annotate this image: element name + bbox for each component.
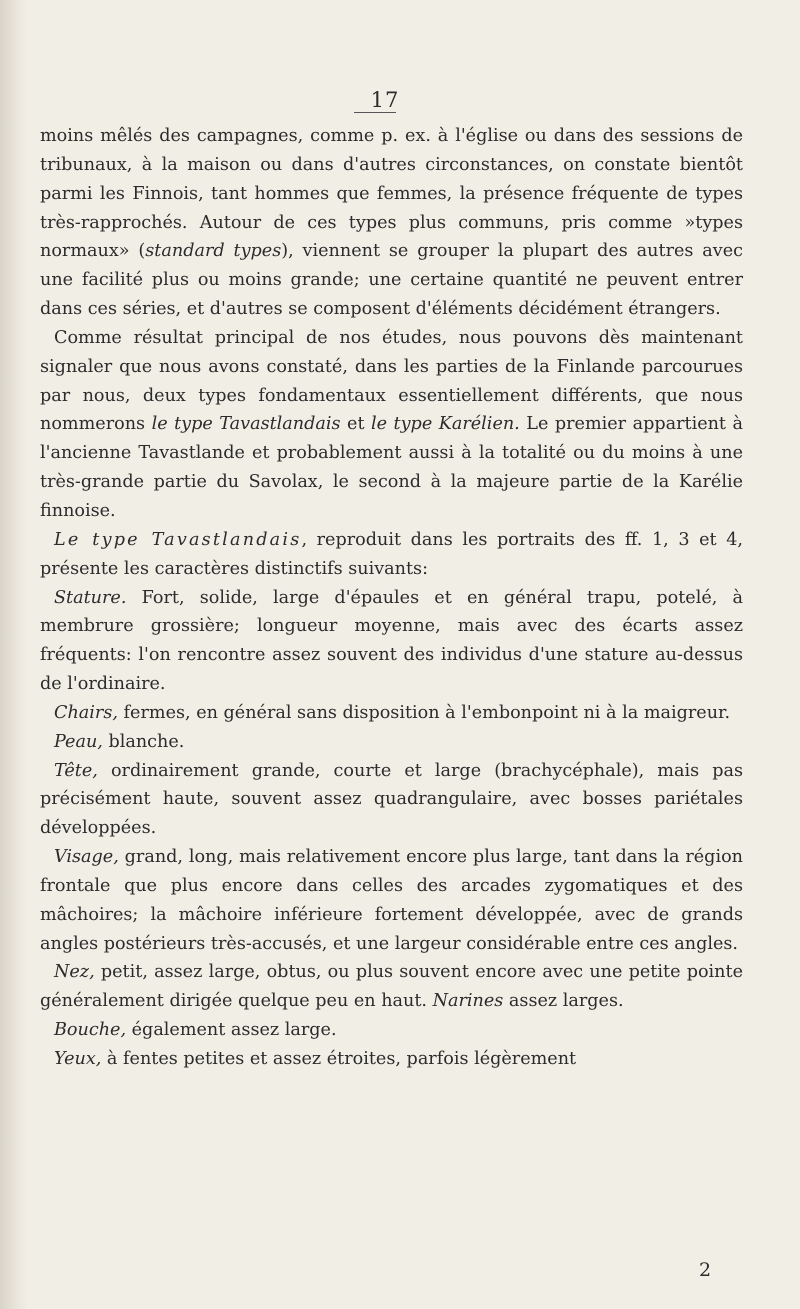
paragraph — [40, 122, 743, 324]
text-run: Comme résultat principal de nos études, nous pouvons dès maintenant signaler que nous avons constaté, dans les parties de la Finlande parcourues par nous, deux types fondamentaux essentiellement différents, que nous nommerons — [40, 327, 743, 435]
text-run: Le premier appartient à l'ancienne Tavastlande et probablement aussi à la totalité ou du moins à une très-grande partie du Savolax, le second à la majeure partie de la Karélie finnoise. — [40, 414, 743, 521]
text-run: également assez large. — [126, 1020, 337, 1041]
paragraph — [40, 728, 743, 757]
text-run: , reproduit dans les portraits des ff. 1, 3 et 4, présente les caractères distinctifs suivants: — [40, 529, 744, 579]
emphasis-text: Tête, — [54, 760, 98, 781]
page-spine-shadow — [0, 0, 28, 1309]
paragraph — [40, 1016, 743, 1045]
text-run: ordinairement grande, courte et large (brachycéphale), mais pas précisément haute, souvent assez quadrangulaire, avec bosses pariétales développées. — [40, 760, 743, 839]
emphasis-text: Visage, — [54, 847, 119, 868]
paragraph — [40, 843, 743, 958]
emphasis-text: Le type Tavastlandais — [54, 529, 302, 550]
paragraph — [40, 699, 743, 728]
emphasis-text: Bouche, — [54, 1020, 127, 1041]
emphasis-text: Stature. — [54, 587, 127, 608]
text-run: assez larges. — [503, 991, 624, 1012]
text-run: et — [340, 414, 372, 435]
paragraph — [40, 958, 743, 1016]
text-run: moins mêlés des campagnes, comme p. ex. à l'église ou dans des sessions de tribunaux, à la maison ou dans d'autres circonstances, on constate bientôt parmi les Finnois, tant hommes que femmes, la présence fréquente de types très-rapprochés. Autour de ces types plus communs, pris comme »types normaux» ( — [40, 126, 743, 262]
emphasis-text: standard types — [145, 241, 282, 262]
emphasis-text: Peau, — [54, 731, 103, 752]
text-run: à fentes petites et assez étroites, parfois légèrement — [101, 1049, 577, 1069]
text-run: blanche. — [102, 731, 185, 752]
text-run: fermes, en général sans disposition à l'embonpoint ni à la maigreur. — [117, 702, 731, 723]
paragraph — [40, 757, 743, 844]
text-run: petit, assez large, obtus, ou plus souvent encore avec une petite pointe généralement dirigée quelque peu en haut. — [40, 962, 743, 1012]
text-run: Fort, solide, large d'épaules et en général trapu, potelé, à membrure grossière; longueur moyenne, mais avec des écarts assez fréquents: l'on rencontre assez souvent des individus d'une stature au-dessus de l'ordinaire. — [40, 587, 743, 695]
paragraph — [40, 324, 743, 526]
paragraph — [40, 1045, 743, 1074]
emphasis-text: Chairs, — [54, 702, 118, 723]
emphasis-text: le type Tavastlandais — [151, 414, 341, 435]
signature-mark: 2 — [698, 1259, 712, 1281]
emphasis-text: Nez, — [54, 962, 95, 983]
page-number: 17 — [370, 88, 400, 112]
body-text — [40, 122, 743, 1074]
emphasis-text: Narines — [432, 991, 504, 1012]
text-run: ), viennent se grouper la plupart des autres avec une facilité plus ou moins grande; une certaine quantité ne peuvent entrer dans ces séries, et d'autres se composent d'éléments décidément étrangers. — [40, 241, 743, 320]
paragraph — [40, 584, 743, 699]
page-number-rule — [354, 112, 396, 113]
text-run: grand, long, mais relativement encore plus large, tant dans la région frontale que plus encore dans celles des arcades zygomatiques et des mâchoires; la mâchoire inférieure fortement développée, avec de grands angles postérieurs très-accusés, et une largeur considérable entre ces angles. — [40, 847, 743, 954]
paragraph — [40, 526, 743, 584]
emphasis-text: le type Karélien. — [371, 414, 520, 435]
emphasis-text: Yeux, — [54, 1049, 102, 1069]
